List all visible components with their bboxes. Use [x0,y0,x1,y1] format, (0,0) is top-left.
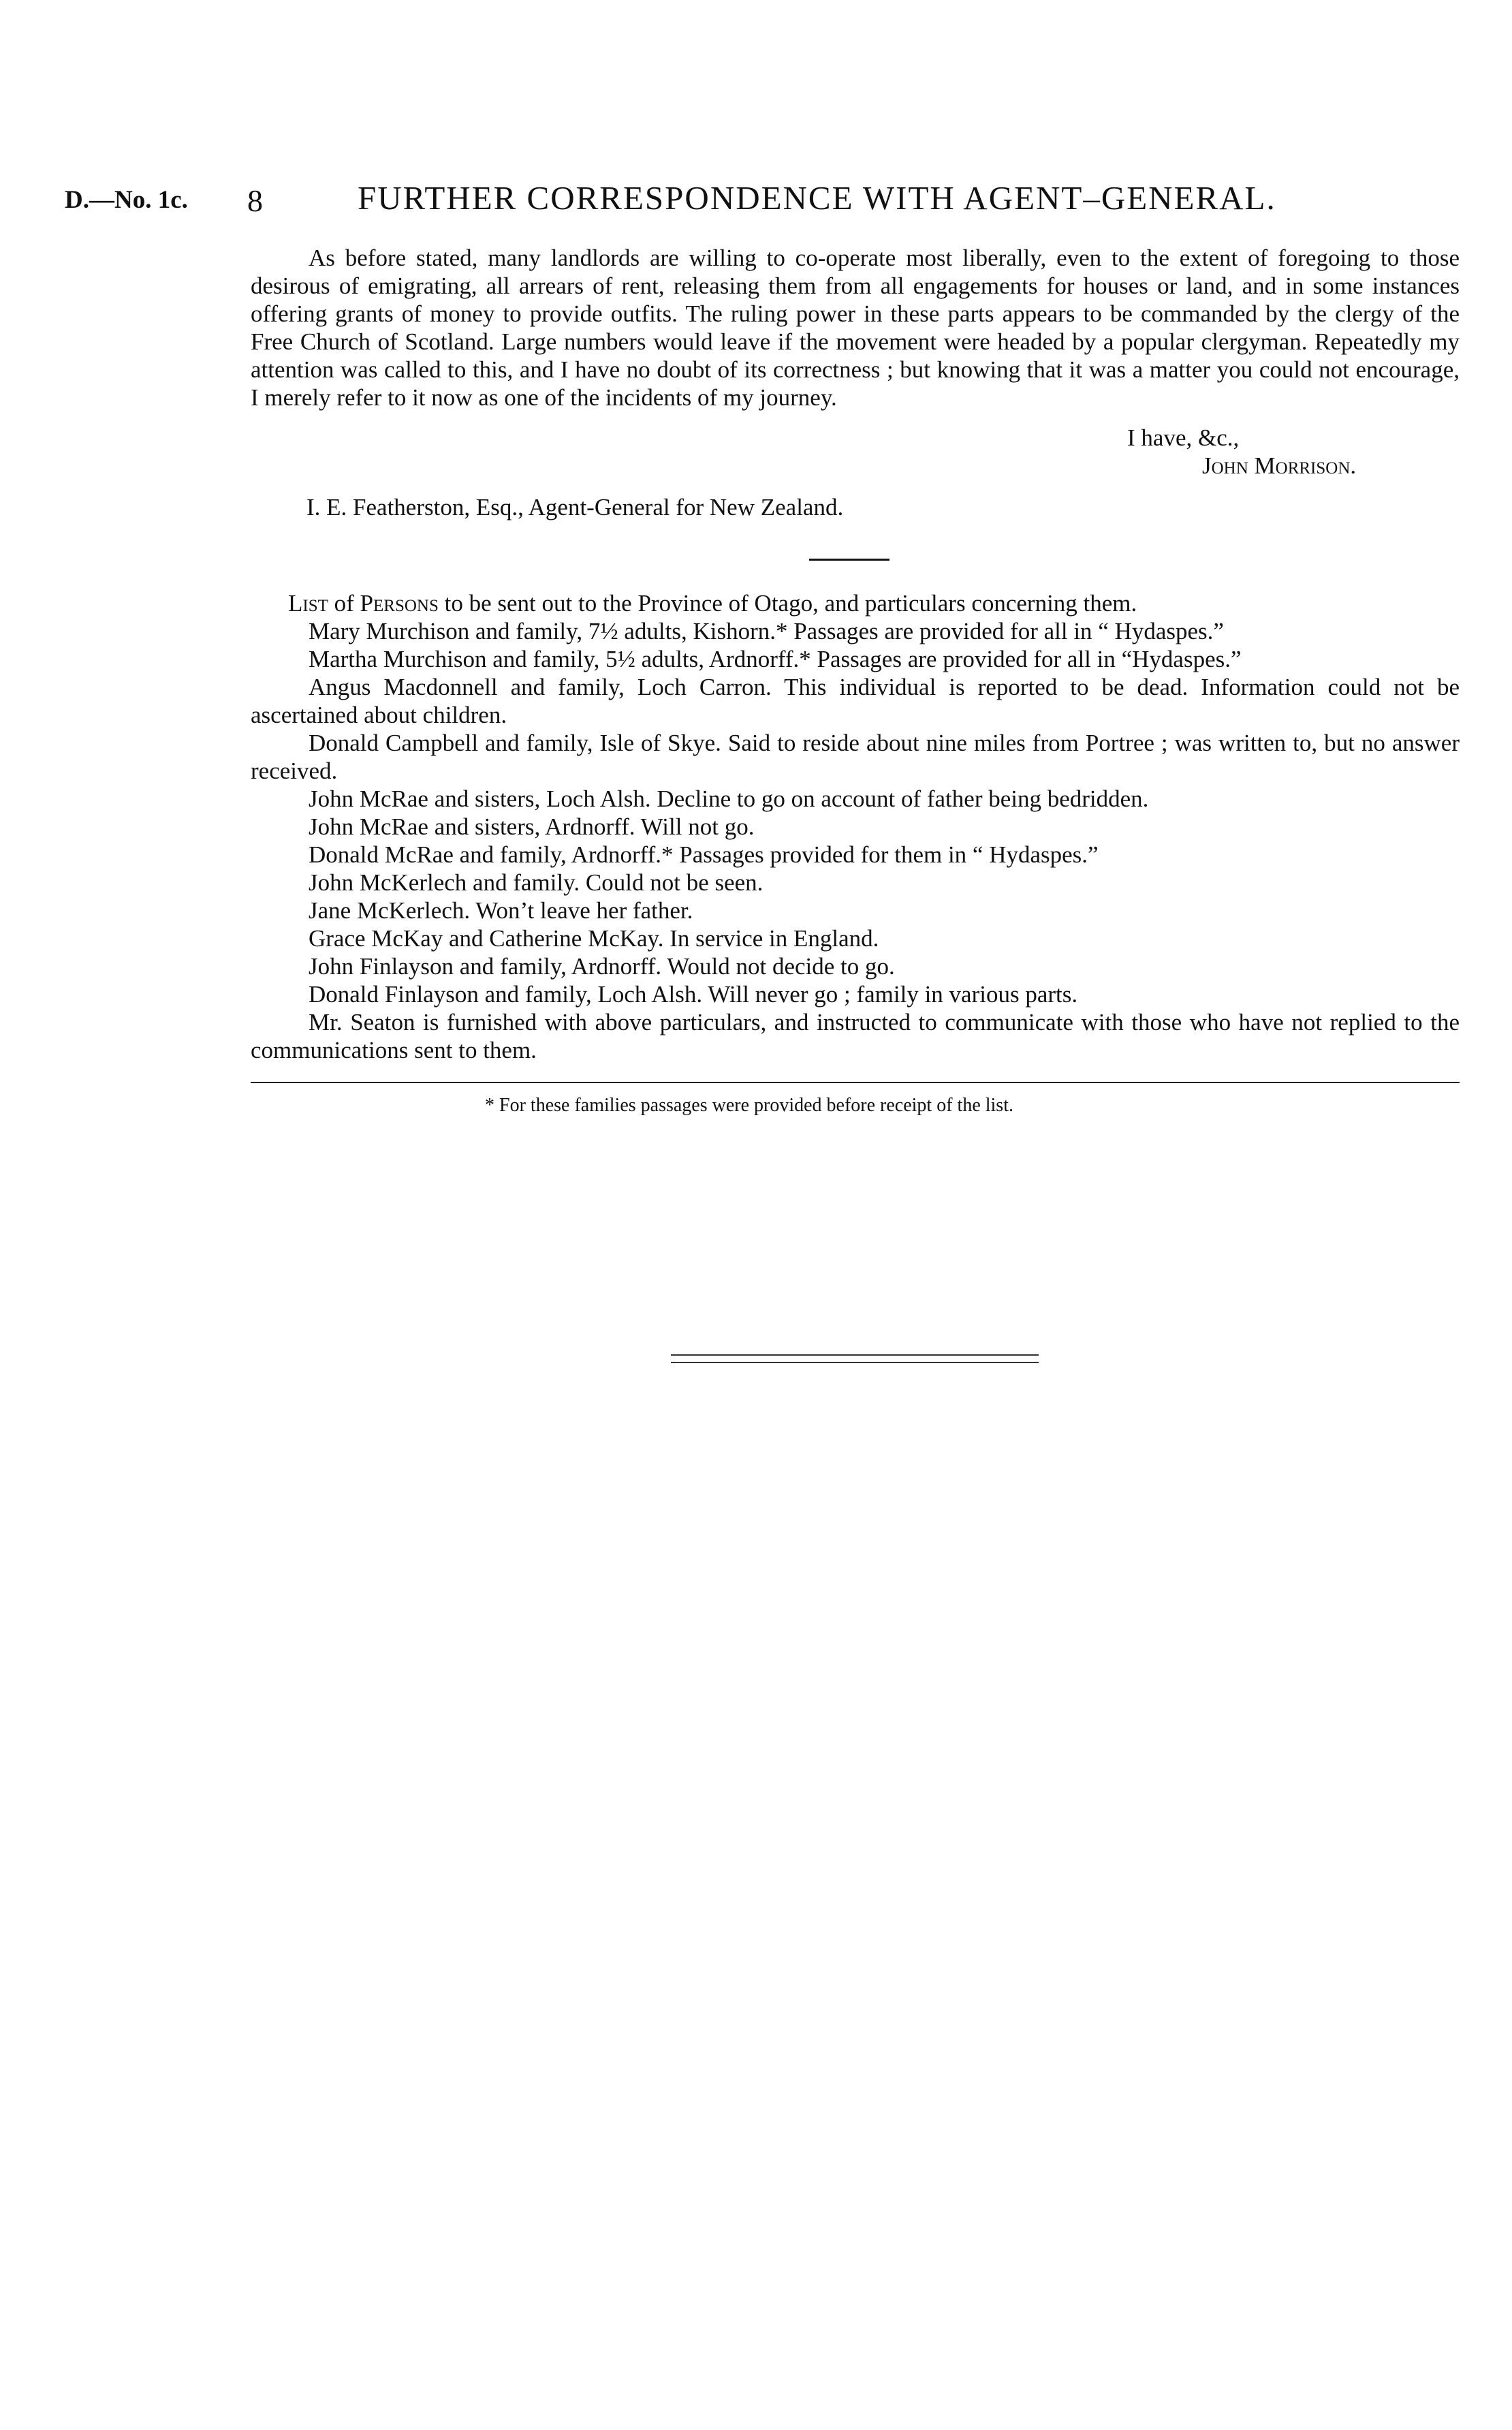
list-heading [251,589,1460,617]
document-reference: D.—No. 1c. [65,186,188,214]
end-of-page-rule [671,1354,1039,1363]
page-header [65,178,1468,219]
list-item: John Finlayson and family, Ardnorff. Would not decide to go. [309,953,895,980]
letter-body [251,244,1460,411]
signer-name: John Morrison. [1202,452,1357,479]
list-item: Donald Campbell and family, Isle of Skye. Said to reside about nine miles from Portree ; was written to, but no answer received. [251,730,1460,784]
addressee: I. E. Featherston, Esq., Agent-General for New Zealand. [306,494,844,520]
footnote-divider [251,1082,1460,1083]
section-divider [809,559,889,561]
running-title: FURTHER CORRESPONDENCE WITH AGENT–GENERAL. [358,179,1276,217]
list-item: Mr. Seaton is furnished with above particulars, and instructed to communicate with those who have not replied to the communications sent to them. [251,1009,1460,1063]
list-item: Angus Macdonnell and family, Loch Carron. This individual is reported to be dead. Information could not be ascertained about children. [251,674,1460,728]
list-item: Grace McKay and Catherine McKay. In service in England. [309,925,879,952]
list-item: Jane McKerlech. Won’t leave her father. [309,897,693,924]
list-item: Martha Murchison and family, 5½ adults, Ardnorff.* Passages are provided for all in “Hydaspes.” [309,646,1242,672]
list-item: Donald Finlayson and family, Loch Alsh. Will never go ; family in various parts. [309,981,1078,1008]
list-heading-persons: Persons [360,590,439,617]
persons-list [251,589,1460,1064]
body-paragraph: As before stated, many landlords are willing to co-operate most liberally, even to the extent of foregoing to those desirous of emigrating, all arrears of rent, releasing them from all engagements for houses or land, and in some instances offering grants of money to provide outfits. The ruling power in these parts appears to be commanded by the clergy of the Free Church of Scotland. Large numbers would leave if the movement were headed by a popular clergyman. Repeatedly my attention was called to this, and I have no doubt of its correctness ; but knowing that it was a matter you could not encourage, I merely refer to it now as one of the incidents of my journey. [251,245,1460,411]
list-heading-of: of [334,590,354,617]
closing-line: I have, &c., [1127,424,1240,451]
page-number: 8 [247,183,263,218]
list-item: John McKerlech and family. Could not be seen. [309,869,763,896]
list-heading-rest: to be sent out to the Province of Otago, and particulars concerning them. [444,590,1137,617]
list-item: Mary Murchison and family, 7½ adults, Kishorn.* Passages are provided for all in “ Hydaspes.” [309,618,1224,644]
list-item: John McRae and sisters, Loch Alsh. Decline to go on account of father being bedridden. [309,785,1149,812]
list-heading-list: List [288,590,328,617]
list-item: John McRae and sisters, Ardnorff. Will not go. [309,813,755,840]
footnote: * For these families passages were provided before receipt of the list. [485,1095,1013,1116]
list-item: Donald McRae and family, Ardnorff.* Passages provided for them in “ Hydaspes.” [309,841,1099,868]
signoff [1127,424,1356,480]
